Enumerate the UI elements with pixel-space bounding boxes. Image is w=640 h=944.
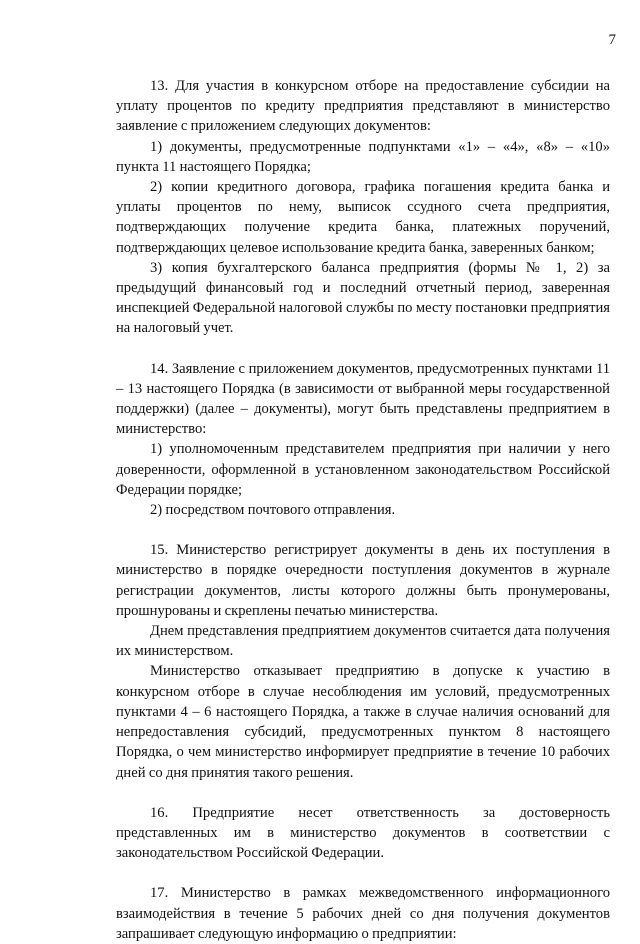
paragraph: Днем представления предприятием документов считается дата получения их министерством. — [116, 623, 610, 660]
page-number: 7 — [608, 32, 616, 48]
section-16 — [116, 803, 610, 864]
section-14 — [116, 359, 610, 521]
list-item: 1) уполномоченным представителем предприятия при наличии у него доверенности, оформленной в установленном законодательством Российской Федерации порядке; — [116, 441, 610, 498]
document-body — [116, 76, 610, 944]
list-item: 2) копии кредитного договора, графика погашения кредита банка и уплаты процентов по нему, выписок ссудного счета предприятия, подтверждающих получение кредита банка, платежных поручений, подтверждающих целевое использование кредита банка, заверенных банком; — [116, 179, 610, 256]
paragraph: 15. Министерство регистрирует документы в день их поступления в министерство в порядке очередности поступления документов в журнале регистрации документов, листы которого должны быть пронумерованы, прошнурованы и скреплены печатью министерства. — [116, 542, 610, 619]
section-spacer — [116, 339, 610, 359]
section-17 — [116, 883, 610, 944]
section-spacer — [116, 783, 610, 803]
paragraph: 13. Для участия в конкурсном отборе на предоставление субсидии на уплату процентов по кредиту предприятия представляют в министерство заявление с приложением следующих документов: — [116, 78, 610, 135]
paragraph: Министерство отказывает предприятию в допуске к участию в конкурсном отборе в случае несоблюдения им условий, предусмотренных пунктами 4 – 6 настоящего Порядка, а также в случае наличия оснований для непредоставления субсидий, предусмотренных пунктом 8 настоящего Порядка, о чем министерство информирует предприятие в течение 10 рабочих дней со дня принятия такого решения. — [116, 663, 610, 781]
list-item: 3) копия бухгалтерского баланса предприятия (формы № 1, 2) за предыдущий финансовый год и последний отчетный период, заверенная инспекцией Федеральной налоговой службы по месту постановки предприятия на налоговый учет. — [116, 259, 610, 337]
section-spacer — [116, 520, 610, 540]
paragraph: 17. Министерство в рамках межведомственного информационного взаимодействия в течение 5 рабочих дней со дня получения документов запрашивает следующую информацию о предприятии: — [116, 885, 610, 942]
section-spacer — [116, 863, 610, 883]
section-15 — [116, 540, 610, 782]
paragraph: 14. Заявление с приложением документов, предусмотренных пунктами 11 – 13 настоящего Порядка (в зависимости от выбранной меры государственной поддержки) (далее – документы), могут быть представлены предприятием в министерство: — [116, 360, 610, 438]
list-item: 2) посредством почтового отправления. — [150, 502, 396, 519]
section-13 — [116, 76, 610, 339]
list-item: 1) документы, предусмотренные подпунктами «1» – «4», «8» – «10» пункта 11 настоящего Порядка; — [116, 138, 610, 175]
paragraph: 16. Предприятие несет ответственность за достоверность представленных им в министерство документов в соответствии с законодательством Российской Федерации. — [116, 804, 610, 862]
